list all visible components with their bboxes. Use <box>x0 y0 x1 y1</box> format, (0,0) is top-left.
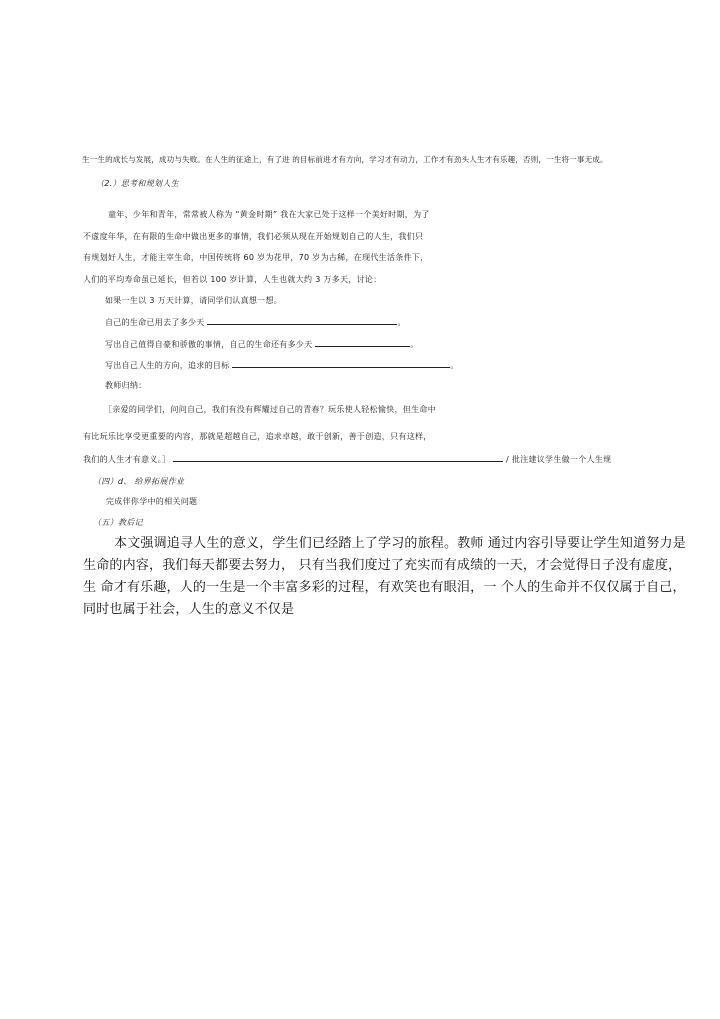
answer-blank-3[interactable] <box>232 360 450 368</box>
text-line-16: 完成伴你学中的相关问题 <box>106 497 198 506</box>
text-line-14-start: 我们的人生才有意义。］ <box>83 455 171 464</box>
question-line-2 <box>105 339 419 350</box>
question-3-text: 写出自己人生的方向，追求的目标 <box>105 361 230 370</box>
question-line-3 <box>105 360 459 371</box>
paragraph-line-2: 生命的内容，我们每天都要去努力， 只有当我们度过了充实而有成绩的一天，才会觉得日子没有虚度， <box>83 558 682 573</box>
text-line-14-end: / 批注建议学生做一个人生规 <box>506 455 612 464</box>
paragraph-line-1: 本文强调追寻人生的意义，学生们已经踏上了学习的旅程。教师 通过内容引导要让学生知道努力是 <box>114 536 686 551</box>
question-3-end: 。 <box>450 361 459 370</box>
paragraph-line-4: 同时也属于社会，人生的意义不仅是 <box>83 602 295 617</box>
text-line-13: 有比玩乐比享受更重要的内容，那就是超越自己，追求卓越，敢于创新，善于创造，只有这样， <box>83 432 432 441</box>
section-heading-2: （2.）思考和规划人生 <box>96 179 179 188</box>
text-line-7: 如果一生以 3 万天计算，请同学们认真想一想。 <box>105 296 283 305</box>
paragraph-line-3: 生 命才有乐趣，人的一生是一个丰富多彩的过程，有欢笑也有眼泪，一 个人的生命并不仅仅属于自己， <box>83 580 686 595</box>
answer-blank-4[interactable] <box>173 454 503 462</box>
text-line-14 <box>83 454 611 465</box>
question-line-1 <box>105 317 406 328</box>
answer-blank-1[interactable] <box>207 317 397 325</box>
text-line-3: 童年、少年和青年，常常被人称为 “黄金时期” 我在大家已处于这样一个美好时期，为了 <box>108 210 430 219</box>
text-line-6: 人们的平均寿命虽已延长，但若以 100 岁计算，人生也就大约 3 万多天，讨论： <box>83 275 382 284</box>
section-heading-4: （四）d、 给界拓展作业 <box>93 477 185 486</box>
teacher-summary-label: 教师归纳： <box>105 381 147 390</box>
text-line-5: 有规划好人生，才能主宰生命，中国传统将 60 岁为花甲，70 岁为古稀，在现代生活条件下， <box>83 253 429 262</box>
text-line-4: 不虚度年华，在有限的生命中做出更多的事情，我们必须从现在开始规划自己的人生，我们只 <box>83 232 424 241</box>
answer-blank-2[interactable] <box>315 339 410 347</box>
question-1-text: 自己的生命已用去了多少天 <box>105 318 205 327</box>
question-2-text: 写出自己值得自豪和骄傲的事情，自己的生命还有多少天 <box>105 340 313 349</box>
text-line-12: ［亲爱的同学们，问问自己，我们有没有辉耀过自己的青春？玩乐使人轻松愉快，但生命中 <box>104 405 436 414</box>
question-2-end: 。 <box>410 340 419 349</box>
question-1-end: 。 <box>397 318 406 327</box>
section-heading-5: （五）教后记 <box>93 518 143 527</box>
text-line-1: 生一生的成长与发展，成功与失败。在人生的征途上，有了进 的目标前进才有方向，学习才有动力，工作才有劲头人生才有乐趣，否则，一生将一事无成。 <box>82 155 608 164</box>
